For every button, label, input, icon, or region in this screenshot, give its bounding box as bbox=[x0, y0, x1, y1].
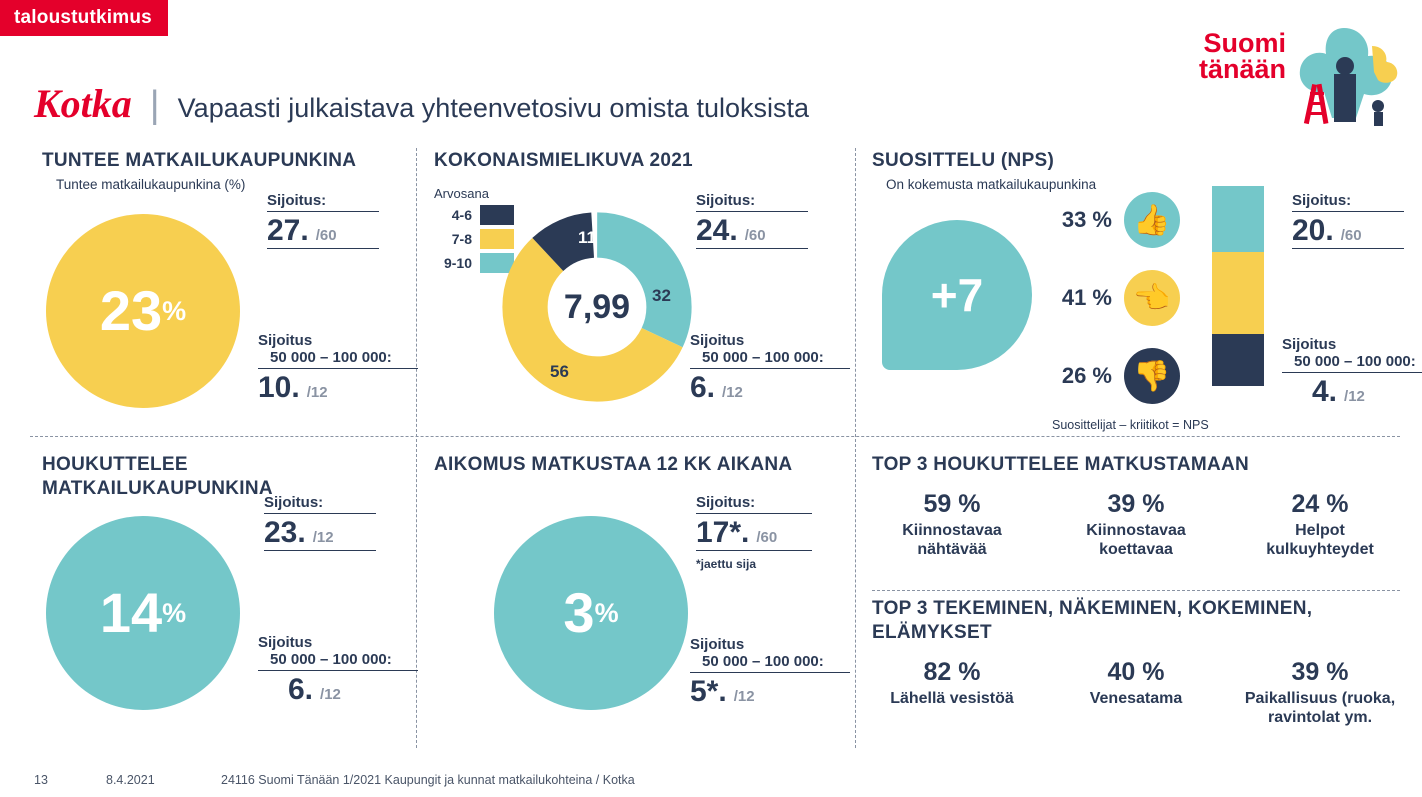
nps-formula-note bbox=[1052, 418, 1209, 432]
top3-item-label: Helpot kulkuyhteydet bbox=[1266, 522, 1374, 558]
dashboard-grid bbox=[30, 148, 1416, 748]
panel-tuntee-title: TUNTEE MATKAILUKAUPUNKINA bbox=[42, 150, 357, 171]
divider-horizontal bbox=[30, 436, 1400, 437]
tuntee-rank-segment-denominator: /12 bbox=[306, 384, 328, 401]
houkuttelee-rank-segment bbox=[258, 634, 418, 707]
top3-item-label: Kiinnostavaa nähtävää bbox=[902, 522, 1002, 558]
nps-bar-segment-passives bbox=[1212, 252, 1264, 334]
footer bbox=[34, 773, 635, 787]
panel-houkuttelee-title-line2: MATKAILUKAUPUNKINA bbox=[42, 478, 273, 499]
thumb-down-icon: 👎 bbox=[1124, 348, 1180, 404]
donut-center-value: 7,99 bbox=[563, 287, 631, 326]
nps-row-promoters bbox=[1042, 192, 1180, 248]
nps-stacked-bar bbox=[1212, 186, 1264, 386]
top3-houkuttelee-list bbox=[872, 490, 1400, 559]
top3-item-label: Venesatama bbox=[1089, 690, 1183, 707]
tuntee-rank-segment bbox=[258, 332, 418, 405]
nps-score-badge bbox=[882, 220, 1032, 370]
tuntee-value: 23 bbox=[99, 279, 163, 342]
panel-tuntee-subtitle: Tuntee matkailukaupunkina (%) bbox=[56, 177, 246, 192]
aikomus-value-circle bbox=[494, 516, 688, 710]
page-title bbox=[34, 80, 809, 127]
aikomus-rank-segment bbox=[690, 636, 850, 709]
nps-rank-overall-value: 20. bbox=[1292, 214, 1334, 247]
tuntee-rank-segment-value: 10. bbox=[258, 371, 300, 404]
tuntee-unit: % bbox=[162, 295, 187, 326]
brand-wordmark-line2: tänään bbox=[1198, 54, 1286, 84]
top3-item-pct: 39 % bbox=[1107, 490, 1165, 518]
aikomus-unit: % bbox=[594, 597, 619, 628]
footer-date: 8.4.2021 bbox=[106, 773, 155, 787]
tuntee-value-circle bbox=[46, 214, 240, 408]
nps-formula-text: Suosittelijat – kriitikot = NPS bbox=[1052, 418, 1209, 432]
footer-source: 24116 Suomi Tänään 1/2021 Kaupungit ja kunnat matkailukohteina / Kotka bbox=[221, 773, 635, 787]
aikomus-footnote: *jaettu sija bbox=[696, 557, 757, 571]
top3-item-label: Kiinnostavaa koettavaa bbox=[1086, 522, 1186, 558]
panel-kokonaismielikuva bbox=[434, 150, 844, 430]
aikomus-value: 3 bbox=[563, 581, 595, 644]
nps-rank-overall bbox=[1292, 192, 1404, 249]
top3-item-label: Paikallisuus (ruoka, ravintolat ym. bbox=[1244, 690, 1396, 726]
aikomus-rank-overall bbox=[696, 494, 812, 571]
houkuttelee-rank-segment-label2: 50 000 – 100 000: bbox=[270, 651, 392, 668]
kokonaismielikuva-rank-segment-denominator: /12 bbox=[722, 384, 743, 401]
kokonaismielikuva-rank-segment-label2: 50 000 – 100 000: bbox=[702, 349, 824, 366]
top3-item-label: Lähellä vesistöä bbox=[890, 690, 1014, 707]
houkuttelee-value-circle bbox=[46, 516, 240, 710]
top3-item bbox=[1056, 658, 1216, 727]
top3-item bbox=[872, 490, 1032, 559]
kokonaismielikuva-rank-overall-denominator: /60 bbox=[744, 227, 766, 244]
aikomus-rank-segment-label2: 50 000 – 100 000: bbox=[702, 653, 824, 670]
top3-item-pct: 39 % bbox=[1291, 658, 1349, 686]
tuntee-rank-overall-label: Sijoitus: bbox=[267, 192, 327, 209]
tuntee-rank-segment-label2: 50 000 – 100 000: bbox=[270, 349, 392, 366]
panel-kokonaismielikuva-title: KOKONAISMIELIKUVA 2021 bbox=[434, 150, 693, 171]
houkuttelee-rank-overall bbox=[264, 494, 376, 551]
panel-nps-title: SUOSITTELU (NPS) bbox=[872, 150, 1055, 171]
panel-aikomus-title: AIKOMUS MATKUSTAA 12 KK AIKANA bbox=[434, 454, 793, 475]
nps-rank-segment-value: 4. bbox=[1312, 375, 1338, 408]
houkuttelee-value: 14 bbox=[99, 581, 163, 644]
tuntee-rank-overall bbox=[267, 192, 379, 249]
houkuttelee-rank-overall-value: 23. bbox=[264, 516, 306, 549]
kokonaismielikuva-rank-segment bbox=[690, 332, 850, 405]
donut-label-9-10: 32 bbox=[652, 286, 671, 305]
nps-breakdown bbox=[1042, 192, 1180, 410]
legend-label: 7-8 bbox=[451, 231, 472, 247]
houkuttelee-rank-overall-label: Sijoitus: bbox=[264, 494, 324, 511]
panel-top3-tekeminen bbox=[872, 598, 1400, 748]
aikomus-rank-segment-denominator: /12 bbox=[733, 688, 755, 705]
nps-rank-segment-denominator: /12 bbox=[1344, 388, 1365, 405]
suomi-tanaan-brand bbox=[1174, 22, 1404, 130]
panel-top3-houkuttelee-title: TOP 3 HOUKUTTELEE MATKUSTAMAAN bbox=[872, 454, 1250, 475]
houkuttelee-rank-segment-label: Sijoitus bbox=[258, 634, 313, 651]
panel-top3-houkuttelee bbox=[872, 454, 1400, 584]
panel-top3-tekeminen-title-line2: ELÄMYKSET bbox=[872, 622, 992, 643]
kokonaismielikuva-donut bbox=[502, 212, 692, 402]
thumb-side-icon: 👈 bbox=[1124, 270, 1180, 326]
aikomus-rank-overall-value: 17*. bbox=[696, 516, 750, 549]
houkuttelee-rank-overall-denominator: /12 bbox=[312, 529, 334, 546]
aikomus-rank-segment-label: Sijoitus bbox=[690, 636, 745, 653]
company-logo bbox=[0, 0, 168, 36]
nps-row-passives bbox=[1042, 270, 1180, 326]
nps-promoters-pct: 33 % bbox=[1061, 207, 1112, 232]
panel-nps-subtitle: On kokemusta matkailukaupunkina bbox=[886, 177, 1097, 192]
houkuttelee-rank-segment-value: 6. bbox=[288, 673, 314, 706]
nps-bar-segment-detractors bbox=[1212, 334, 1264, 386]
panel-houkuttelee bbox=[42, 454, 412, 740]
donut-label-7-8: 56 bbox=[550, 362, 569, 381]
nps-passives-pct: 41 % bbox=[1061, 285, 1112, 310]
panel-aikomus bbox=[434, 454, 844, 740]
page-subtitle: Vapaasti julkaistava yhteenvetosivu omista tuloksista bbox=[177, 93, 809, 123]
top3-item bbox=[1240, 490, 1400, 559]
aikomus-rank-overall-denominator: /60 bbox=[756, 529, 778, 546]
company-logo-text: taloustutkimus bbox=[14, 7, 152, 28]
nps-row-detractors bbox=[1042, 348, 1180, 404]
tuntee-rank-overall-value: 27. bbox=[267, 214, 309, 247]
title-separator: | bbox=[149, 84, 160, 126]
legend-label: 4-6 bbox=[451, 207, 472, 223]
kokonaismielikuva-rank-segment-label: Sijoitus bbox=[690, 332, 745, 349]
top3-item bbox=[1240, 658, 1400, 727]
nps-rank-overall-label: Sijoitus: bbox=[1292, 192, 1352, 209]
city-name: Kotka bbox=[34, 81, 132, 126]
panel-houkuttelee-title-line1: HOUKUTTELEE bbox=[42, 454, 188, 475]
top3-item-pct: 59 % bbox=[923, 490, 981, 518]
nps-detractors-pct: 26 % bbox=[1061, 363, 1112, 388]
nps-rank-segment bbox=[1282, 336, 1422, 409]
nps-score-value: +7 bbox=[930, 269, 984, 321]
panel-top3-tekeminen-title-line1: TOP 3 TEKEMINEN, NÄKEMINEN, KOKEMINEN, bbox=[872, 598, 1313, 619]
aikomus-rank-overall-label: Sijoitus: bbox=[696, 494, 756, 511]
thumb-up-icon: 👍 bbox=[1124, 192, 1180, 248]
divider-horizontal-top3 bbox=[872, 590, 1400, 591]
nps-rank-segment-label: Sijoitus bbox=[1282, 336, 1337, 353]
nps-rank-overall-denominator: /60 bbox=[1340, 227, 1362, 244]
aikomus-rank-segment-value: 5*. bbox=[690, 675, 727, 708]
kokonaismielikuva-rank-overall-value: 24. bbox=[696, 214, 738, 247]
legend-label: 9-10 bbox=[443, 255, 472, 271]
donut-label-4-6: 11 bbox=[578, 228, 596, 247]
houkuttelee-unit: % bbox=[162, 597, 187, 628]
top3-item-pct: 24 % bbox=[1291, 490, 1349, 518]
top3-item-pct: 40 % bbox=[1107, 658, 1165, 686]
brand-wordmark bbox=[1199, 30, 1286, 82]
kokonaismielikuva-rank-overall-label: Sijoitus: bbox=[696, 192, 756, 209]
panel-tuntee bbox=[42, 150, 412, 430]
top3-item-pct: 82 % bbox=[923, 658, 981, 686]
nps-rank-segment-label2: 50 000 – 100 000: bbox=[1294, 353, 1416, 370]
panel-nps bbox=[872, 150, 1416, 432]
brand-wordmark-line1: Suomi bbox=[1203, 28, 1286, 58]
top3-item bbox=[1056, 490, 1216, 559]
nps-bar-segment-promoters bbox=[1212, 186, 1264, 252]
kokonaismielikuva-rank-segment-value: 6. bbox=[690, 371, 716, 404]
donut-legend-title: Arvosana bbox=[434, 186, 489, 201]
houkuttelee-rank-segment-denominator: /12 bbox=[320, 686, 341, 703]
kokonaismielikuva-rank-overall bbox=[696, 192, 808, 249]
top3-tekeminen-list bbox=[872, 658, 1400, 727]
divider-vertical-2 bbox=[855, 148, 856, 748]
tuntee-rank-segment-label: Sijoitus bbox=[258, 332, 313, 349]
footer-page-number: 13 bbox=[34, 773, 48, 787]
top3-item bbox=[872, 658, 1032, 727]
illustration-icon bbox=[1286, 22, 1404, 130]
tuntee-rank-overall-denominator: /60 bbox=[315, 227, 337, 244]
